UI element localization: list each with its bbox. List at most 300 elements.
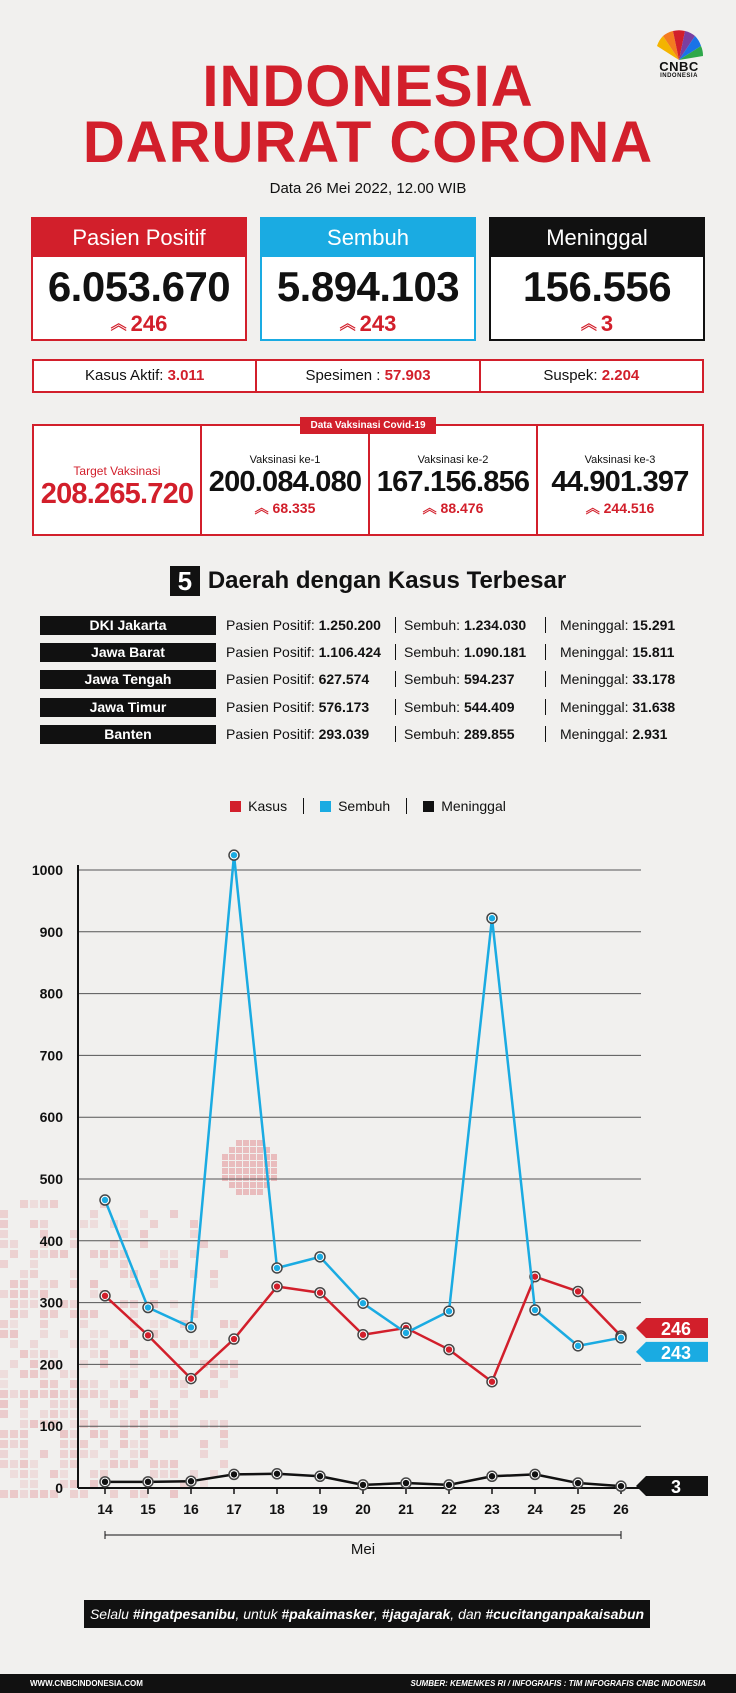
pattern-cell	[100, 1250, 108, 1258]
pattern-cell	[100, 1390, 108, 1398]
pattern-cell	[110, 1250, 118, 1258]
pattern-cell	[0, 1290, 8, 1298]
vaccination-panel	[32, 424, 704, 536]
pattern-cell	[90, 1280, 98, 1288]
pattern-cell	[250, 1161, 256, 1167]
pattern-cell	[160, 1320, 168, 1328]
pattern-cell	[20, 1390, 28, 1398]
pattern-cell	[220, 1440, 228, 1448]
pattern-cell	[60, 1330, 68, 1338]
data-point-core	[274, 1283, 280, 1289]
pattern-cell	[40, 1390, 48, 1398]
pattern-cell	[220, 1380, 228, 1388]
card-positif-value: 6.053.670	[47, 263, 231, 310]
pattern-cell	[10, 1320, 18, 1328]
pattern-cell	[200, 1450, 208, 1458]
pattern-cell	[30, 1490, 38, 1498]
pattern-cell	[30, 1480, 38, 1488]
pattern-cell	[140, 1350, 148, 1358]
pattern-cell	[50, 1200, 58, 1208]
pattern-cell	[0, 1450, 8, 1458]
pattern-cell	[229, 1154, 235, 1160]
pattern-cell	[50, 1410, 58, 1418]
pattern-cell	[90, 1420, 98, 1428]
pattern-cell	[20, 1470, 28, 1478]
pattern-cell	[200, 1420, 208, 1428]
pattern-cell	[200, 1440, 208, 1448]
pattern-cell	[60, 1460, 68, 1468]
pattern-cell	[220, 1420, 228, 1428]
pattern-cell	[40, 1410, 48, 1418]
pattern-cell	[150, 1390, 158, 1398]
pattern-cell	[10, 1250, 18, 1258]
pattern-cell	[170, 1420, 178, 1428]
x-tick-label: 24	[527, 1501, 543, 1517]
pattern-cell	[140, 1210, 148, 1218]
pattern-cell	[120, 1270, 128, 1278]
y-tick-label: 800	[39, 985, 63, 1002]
data-point-core	[618, 1483, 624, 1489]
pattern-cell	[170, 1460, 178, 1468]
pattern-cell	[80, 1340, 88, 1348]
x-tick-label: 19	[312, 1501, 328, 1517]
pattern-cell	[130, 1330, 138, 1338]
pattern-cell	[20, 1410, 28, 1418]
pattern-cell	[170, 1370, 178, 1378]
pattern-cell	[140, 1430, 148, 1438]
pattern-cell	[50, 1380, 58, 1388]
data-point-core	[145, 1479, 151, 1485]
pattern-cell	[100, 1460, 108, 1468]
pattern-cell	[10, 1490, 18, 1498]
pattern-cell	[40, 1450, 48, 1458]
pattern-cell	[30, 1200, 38, 1208]
x-tick-label: 22	[441, 1501, 457, 1517]
pattern-cell	[90, 1210, 98, 1218]
pattern-cell	[90, 1390, 98, 1398]
pattern-cell	[243, 1175, 249, 1181]
pattern-cell	[70, 1400, 78, 1408]
legend-kasus: Kasus	[214, 798, 304, 814]
pattern-cell	[170, 1400, 178, 1408]
pattern-cell	[40, 1200, 48, 1208]
x-tick-label: 16	[183, 1501, 199, 1517]
y-tick-label: 300	[39, 1294, 63, 1311]
pattern-cell	[120, 1440, 128, 1448]
pattern-cell	[243, 1161, 249, 1167]
pattern-cell	[200, 1480, 208, 1488]
pattern-cell	[130, 1310, 138, 1318]
pattern-cell	[10, 1430, 18, 1438]
pattern-cell	[160, 1470, 168, 1478]
pattern-cell	[0, 1220, 8, 1228]
pattern-cell	[222, 1175, 228, 1181]
card-meninggal	[489, 217, 705, 341]
pattern-cell	[210, 1370, 218, 1378]
pattern-cell	[50, 1390, 58, 1398]
pattern-cell	[10, 1340, 18, 1348]
x-tick-label: 15	[140, 1501, 156, 1517]
pattern-cell	[10, 1440, 18, 1448]
pattern-cell	[160, 1260, 168, 1268]
pattern-cell	[130, 1390, 138, 1398]
pattern-cell	[70, 1440, 78, 1448]
pattern-cell	[170, 1300, 178, 1308]
pattern-cell	[130, 1300, 138, 1308]
pattern-cell	[20, 1480, 28, 1488]
pattern-cell	[229, 1182, 235, 1188]
pattern-cell	[20, 1310, 28, 1318]
pattern-cell	[90, 1250, 98, 1258]
pattern-cell	[10, 1290, 18, 1298]
pattern-cell	[190, 1350, 198, 1358]
pattern-cell	[230, 1320, 238, 1328]
pattern-cell	[30, 1350, 38, 1358]
pattern-cell	[80, 1310, 88, 1318]
pattern-cell	[30, 1220, 38, 1228]
data-point-core	[145, 1304, 151, 1310]
pattern-cell	[20, 1290, 28, 1298]
pattern-cell	[190, 1340, 198, 1348]
pattern-cell	[90, 1220, 98, 1228]
pattern-cell	[150, 1320, 158, 1328]
y-tick-label: 1000	[31, 862, 63, 878]
pattern-cell	[0, 1330, 8, 1338]
end-labels	[636, 1318, 708, 1497]
pattern-cell	[120, 1220, 128, 1228]
data-timestamp: Data 26 Mei 2022, 12.00 WIB	[269, 180, 467, 197]
data-point-core	[274, 1265, 280, 1271]
pattern-cell	[80, 1420, 88, 1428]
data-point-core	[231, 1471, 237, 1477]
pattern-cell	[257, 1140, 263, 1146]
pattern-cell	[30, 1340, 38, 1348]
pattern-cell	[80, 1320, 88, 1328]
pattern-cell	[20, 1460, 28, 1468]
pattern-cell	[30, 1420, 38, 1428]
pattern-cell	[150, 1410, 158, 1418]
pattern-cell	[30, 1360, 38, 1368]
pattern-cell	[257, 1154, 263, 1160]
pattern-cell	[10, 1310, 18, 1318]
pattern-cell	[257, 1182, 263, 1188]
legend-meninggal: Meninggal	[407, 798, 522, 814]
suspek: Suspek: 2.204	[543, 367, 640, 384]
pattern-cell	[170, 1250, 178, 1258]
pattern-cell	[120, 1430, 128, 1438]
x-tick-label: 14	[97, 1501, 113, 1517]
pattern-cell	[70, 1460, 78, 1468]
pattern-cell	[130, 1440, 138, 1448]
pattern-cell	[0, 1240, 8, 1248]
vax-dose-3: Vaksinasi ke-3 44.901.397 ︽ 244.516	[551, 454, 689, 516]
pattern-cell	[257, 1161, 263, 1167]
pattern-cell	[50, 1470, 58, 1478]
y-tick-label: 500	[39, 1171, 63, 1187]
daily-line-chart	[0, 840, 736, 1560]
pattern-cell	[257, 1175, 263, 1181]
pattern-cell	[190, 1220, 198, 1228]
x-tick-label: 18	[269, 1501, 285, 1517]
pattern-cell	[0, 1370, 8, 1378]
pattern-cell	[243, 1140, 249, 1146]
pattern-cell	[220, 1430, 228, 1438]
pattern-cell	[243, 1147, 249, 1153]
pattern-cell	[0, 1490, 8, 1498]
pattern-cell	[236, 1182, 242, 1188]
data-point-core	[188, 1375, 194, 1381]
pattern-cell	[150, 1220, 158, 1228]
pattern-cell	[271, 1175, 277, 1181]
pattern-cell	[100, 1330, 108, 1338]
pattern-cell	[150, 1280, 158, 1288]
pattern-cell	[257, 1189, 263, 1195]
pattern-cell	[222, 1161, 228, 1167]
pattern-cell	[100, 1400, 108, 1408]
card-sembuh-value: 5.894.103	[276, 263, 460, 310]
pattern-cell	[170, 1410, 178, 1418]
pattern-cell	[70, 1490, 78, 1498]
pattern-cell	[10, 1390, 18, 1398]
x-tick-label: 21	[398, 1501, 414, 1517]
pattern-cell	[70, 1430, 78, 1438]
peacock-icon	[651, 28, 707, 60]
card-sembuh-delta: ︽ 243	[339, 311, 397, 336]
card-positif	[31, 217, 247, 341]
pattern-cell	[110, 1490, 118, 1498]
pattern-cell	[10, 1240, 18, 1248]
pattern-cell	[236, 1154, 242, 1160]
region-row: Banten Pasien Positif: 293.039 Sembuh: 289.855 Meninggal: 2.931	[40, 724, 700, 744]
card-meninggal-label: Meninggal	[491, 219, 703, 257]
data-point-core	[575, 1480, 581, 1486]
pattern-cell	[236, 1147, 242, 1153]
pattern-cell	[243, 1189, 249, 1195]
pattern-cell	[70, 1280, 78, 1288]
card-positif-delta: ︽ 246	[110, 311, 168, 336]
double-chevron-up-icon: ︽	[580, 316, 595, 333]
pattern-cell	[130, 1370, 138, 1378]
data-point-core	[446, 1308, 452, 1314]
pattern-cell	[10, 1460, 18, 1468]
pattern-cell	[30, 1470, 38, 1478]
pattern-cell	[130, 1350, 138, 1358]
pattern-cell	[271, 1168, 277, 1174]
pattern-cell	[180, 1340, 188, 1348]
logo-text: CNBC	[659, 59, 699, 74]
pattern-cell	[120, 1420, 128, 1428]
pattern-cell	[250, 1168, 256, 1174]
pattern-cell	[243, 1168, 249, 1174]
data-point-core	[317, 1473, 323, 1479]
card-meninggal-delta: ︽ 3	[580, 311, 614, 336]
pattern-cell	[140, 1380, 148, 1388]
logo-subtext: INDONESIA	[660, 73, 698, 79]
pattern-cell	[230, 1370, 238, 1378]
pattern-cell	[90, 1430, 98, 1438]
pattern-cell	[257, 1168, 263, 1174]
pattern-cell	[30, 1460, 38, 1468]
pattern-cell	[20, 1350, 28, 1358]
pattern-cell	[210, 1390, 218, 1398]
pattern-cell	[90, 1330, 98, 1338]
pattern-cell	[0, 1440, 8, 1448]
pattern-cell	[30, 1270, 38, 1278]
pattern-cell	[0, 1410, 8, 1418]
pattern-cell	[30, 1300, 38, 1308]
data-point-core	[403, 1480, 409, 1486]
pattern-cell	[236, 1189, 242, 1195]
pattern-cell	[250, 1189, 256, 1195]
pattern-cell	[100, 1440, 108, 1448]
pattern-cell	[0, 1230, 8, 1238]
data-point-core	[360, 1482, 366, 1488]
pattern-cell	[110, 1460, 118, 1468]
pattern-cell	[0, 1320, 8, 1328]
vax-dose-2: Vaksinasi ke-2 167.156.856 ︽ 88.476	[370, 426, 538, 534]
pattern-cell	[220, 1460, 228, 1468]
pattern-cell	[170, 1490, 178, 1498]
end-label-meninggal: 3	[670, 1477, 682, 1497]
y-tick-label: 700	[39, 1047, 63, 1064]
pattern-cell	[229, 1147, 235, 1153]
pattern-cell	[210, 1420, 218, 1428]
y-tick-label: 600	[39, 1109, 63, 1126]
source-credit: SUMBER: KEMENKES RI / INFOGRAFIS : TIM INFOGRAFIS CNBC INDONESIA	[410, 1679, 706, 1688]
pattern-cell	[130, 1460, 138, 1468]
slogan-banner: Selalu #ingatpesanibu, untuk #pakaimasker, #jagajarak, dan #cucitanganpakaisabun	[84, 1600, 650, 1628]
pattern-cell	[110, 1450, 118, 1458]
pattern-cell	[60, 1400, 68, 1408]
pattern-cell	[271, 1161, 277, 1167]
data-point-core	[489, 1379, 495, 1385]
pattern-cell	[20, 1280, 28, 1288]
pattern-cell	[90, 1310, 98, 1318]
x-tick-label: 25	[570, 1501, 586, 1517]
y-tick-label: 900	[39, 923, 63, 940]
region-row: DKI Jakarta Pasien Positif: 1.250.200 Sembuh: 1.234.030 Meninggal: 15.291	[40, 615, 700, 635]
pattern-cell	[180, 1390, 188, 1398]
pattern-cell	[150, 1470, 158, 1478]
chart-legend	[0, 798, 736, 814]
pattern-cell	[229, 1168, 235, 1174]
pattern-cell	[0, 1400, 8, 1408]
pattern-cell	[30, 1290, 38, 1298]
end-label-kasus: 246	[660, 1318, 692, 1339]
pattern-cell	[50, 1250, 58, 1258]
pattern-cell	[70, 1450, 78, 1458]
x-axis-label: Mei	[350, 1541, 376, 1558]
pattern-cell	[150, 1370, 158, 1378]
data-point-core	[403, 1330, 409, 1336]
pattern-cell	[160, 1410, 168, 1418]
pattern-cell	[40, 1220, 48, 1228]
pattern-cell	[170, 1210, 178, 1218]
pattern-cell	[130, 1450, 138, 1458]
pattern-cell	[10, 1280, 18, 1288]
pattern-cell	[110, 1410, 118, 1418]
pattern-cell	[20, 1370, 28, 1378]
pattern-cell	[40, 1250, 48, 1258]
data-point-core	[489, 915, 495, 921]
pattern-cell	[150, 1460, 158, 1468]
data-point-core	[317, 1290, 323, 1296]
data-point-core	[231, 1336, 237, 1342]
region-row: Jawa Barat Pasien Positif: 1.106.424 Sembuh: 1.090.181 Meninggal: 15.811	[40, 642, 700, 662]
pattern-cell	[160, 1430, 168, 1438]
pattern-cell	[150, 1400, 158, 1408]
pattern-cell	[30, 1390, 38, 1398]
vax-dose-1: Vaksinasi ke-1 200.084.080 ︽ 68.335	[202, 426, 370, 534]
pattern-cell	[50, 1400, 58, 1408]
legend-sembuh: Sembuh	[304, 798, 407, 814]
pattern-cell	[70, 1390, 78, 1398]
pattern-cell	[140, 1450, 148, 1458]
card-sembuh-label: Sembuh	[262, 219, 474, 257]
chart-series	[100, 850, 626, 1491]
pattern-cell	[222, 1168, 228, 1174]
pattern-cell	[250, 1154, 256, 1160]
pattern-cell	[60, 1410, 68, 1418]
pattern-cell	[70, 1420, 78, 1428]
pattern-cell	[20, 1420, 28, 1428]
data-point-core	[188, 1478, 194, 1484]
pattern-cell	[120, 1380, 128, 1388]
data-point-core	[231, 852, 237, 858]
pattern-cell	[236, 1175, 242, 1181]
x-tick-label: 20	[355, 1501, 371, 1517]
y-tick-label: 100	[39, 1418, 63, 1435]
pattern-cell	[50, 1310, 58, 1318]
pattern-cell	[70, 1230, 78, 1238]
pattern-cell	[110, 1340, 118, 1348]
pattern-cell	[0, 1460, 8, 1468]
data-point-core	[102, 1479, 108, 1485]
x-tick-label: 26	[613, 1501, 629, 1517]
pattern-cell	[10, 1300, 18, 1308]
page-title-line1: INDONESIA	[202, 54, 534, 119]
pattern-cell	[20, 1300, 28, 1308]
pattern-cell	[90, 1480, 98, 1488]
pattern-cell	[140, 1490, 148, 1498]
pattern-cell	[90, 1470, 98, 1478]
pattern-cell	[0, 1390, 8, 1398]
pattern-cell	[30, 1250, 38, 1258]
vax-target: Target Vaksinasi 208.265.720	[34, 426, 202, 534]
pattern-cell	[210, 1270, 218, 1278]
pattern-cell	[70, 1370, 78, 1378]
pattern-cell	[190, 1230, 198, 1238]
pattern-cell	[90, 1380, 98, 1388]
pattern-cell	[80, 1380, 88, 1388]
pattern-cell	[200, 1390, 208, 1398]
pattern-cell	[120, 1460, 128, 1468]
pattern-cell	[170, 1340, 178, 1348]
vaccination-badge: Data Vaksinasi Covid-19	[300, 417, 436, 434]
pattern-cell	[90, 1340, 98, 1348]
pattern-cell	[80, 1450, 88, 1458]
website-link[interactable]: WWW.CNBCINDONESIA.COM	[30, 1679, 143, 1688]
pattern-cell	[130, 1490, 138, 1498]
regions-title: 5 Daerah dengan Kasus Terbesar	[0, 566, 736, 596]
pattern-cell	[40, 1330, 48, 1338]
pattern-cell	[70, 1340, 78, 1348]
pattern-cell	[236, 1168, 242, 1174]
pattern-cell	[100, 1430, 108, 1438]
pattern-cell	[250, 1182, 256, 1188]
data-point-core	[532, 1307, 538, 1313]
y-tick-label: 0	[55, 1480, 63, 1496]
